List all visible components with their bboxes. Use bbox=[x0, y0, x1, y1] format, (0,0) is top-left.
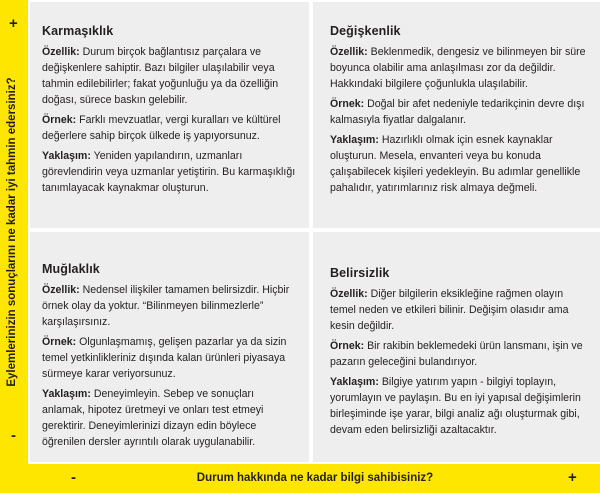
approach-text bbox=[330, 374, 592, 438]
y-axis-minus-sign: - bbox=[11, 427, 16, 444]
quadrant-title: Karmaşıklık bbox=[42, 24, 114, 38]
feature-body: Nedensel ilişkiler tamamen belirsizdir. Hiçbir örnek olay da yoktur. “Bilinmeyen bilinmezlerle” karşılaşırsınız. bbox=[42, 284, 290, 328]
y-axis-label: Eylemlerinizin sonuçlarını ne kadar iyi tahmin edersiniz? bbox=[6, 77, 18, 387]
quadrant-title: Muğlaklık bbox=[42, 262, 100, 276]
quadrant-title: Belirsizlik bbox=[330, 266, 390, 280]
quadrant-volatility bbox=[313, 2, 600, 228]
approach-label: Yaklaşım: bbox=[330, 134, 379, 146]
approach-label: Yaklaşım: bbox=[42, 150, 91, 162]
feature-text bbox=[330, 286, 592, 334]
x-axis-minus-sign: - bbox=[71, 469, 76, 486]
approach-body: Hazırlıklı olmak için esnek kaynaklar oluşturun. Mesela, envanteri veya bu konuda çalışabilecek kişileri yedekleyin. Bu adımlar genellikle pahalıdır, yatırımlarınız risk almaya değmeli. bbox=[330, 134, 581, 194]
approach-text bbox=[42, 386, 299, 450]
quadrant-uncertainty bbox=[313, 232, 600, 462]
example-text bbox=[330, 338, 592, 370]
approach-text bbox=[330, 132, 592, 196]
x-axis-label: Durum hakkında ne kadar bilgi sahibisiniz? bbox=[196, 472, 434, 484]
quadrant-complexity bbox=[30, 2, 309, 228]
feature-text bbox=[42, 282, 299, 330]
feature-text bbox=[42, 44, 299, 108]
example-label: Örnek: bbox=[330, 98, 365, 110]
feature-body: Beklenmedik, dengesiz ve bilinmeyen bir süre boyunca olabilir ama anlaşılması zor da değildir. Hakkındaki bilgilere çoğunlukla ulaşılabilir. bbox=[330, 46, 586, 90]
example-text bbox=[42, 334, 299, 382]
quadrant-ambiguity bbox=[30, 232, 309, 462]
example-label: Örnek: bbox=[42, 114, 77, 126]
y-axis-plus-sign: + bbox=[9, 15, 18, 32]
feature-label: Özellik: bbox=[42, 46, 80, 58]
example-body: Doğal bir afet nedeniyle tedarikçinin devre dışı kalmasıyla fiyatlar dalgalanır. bbox=[330, 98, 585, 126]
approach-text bbox=[42, 148, 299, 196]
example-label: Örnek: bbox=[330, 340, 365, 352]
feature-label: Özellik: bbox=[330, 46, 368, 58]
feature-body: Durum birçok bağlantısız parçalara ve değişkenlere sahiptir. Bazı bilgiler ulaşılabilir veya tahmin edilebilirler; fakat yoğunluğu ya da özelliğin doğası, sürece baskın gelebilir. bbox=[42, 46, 279, 106]
x-axis-plus-sign: + bbox=[568, 469, 577, 486]
example-text bbox=[42, 112, 299, 144]
approach-label: Yaklaşım: bbox=[42, 388, 91, 400]
example-body: Bir rakibin beklemedeki ürün lansmanı, işin ve pazarın geleceğini bulandırıyor. bbox=[330, 340, 583, 368]
example-body: Farklı mevzuatlar, vergi kuralları ve kültürel değerlere sahip birçok ülkede iş yapıyorsunuz. bbox=[42, 114, 281, 142]
approach-body: Yeniden yapılandırın, uzmanları görevlendirin veya uzmanlar yetiştirin. Bu karmaşıklığı tanımlayacak kaynakmar oluşturun. bbox=[42, 150, 296, 194]
feature-label: Özellik: bbox=[330, 288, 368, 300]
example-body: Olgunlaşmamış, gelişen pazarlar ya da sizin temel yetkinlikleriniz dışında kalan ürünleri piyasaya sürmeye karar veriyorsunuz. bbox=[42, 336, 287, 380]
example-label: Örnek: bbox=[42, 336, 77, 348]
feature-label: Özellik: bbox=[42, 284, 80, 296]
feature-body: Diğer bilgilerin eksikleğine rağmen olayın temel neden ve etkileri bilinir. Değişim olasıdır ama kesin değildir. bbox=[330, 288, 569, 332]
example-text bbox=[330, 96, 592, 128]
feature-text bbox=[330, 44, 592, 92]
approach-label: Yaklaşım: bbox=[330, 376, 379, 388]
approach-body: Deneyimleyin. Sebep ve sonuçları anlamak, hipotez üretmeyi ve onları test etmeyi gerektirir. Deneyimlerinizi dizayn edin böylece öğrenilen dersler ayrıntılı olarak uygulanabilir. bbox=[42, 388, 264, 448]
quadrant-title: Değişkenlik bbox=[330, 24, 401, 38]
approach-body: Bilgiye yatırım yapın - bilgiyi toplayın, yorumlayın ve paylaşın. Bu en iyi yapısal değişimlerin birleşiminde işe yarar, bilgi analiz ağı oluşturmak gibi, devam eden belirsizliği azaltacaktır. bbox=[330, 376, 581, 436]
